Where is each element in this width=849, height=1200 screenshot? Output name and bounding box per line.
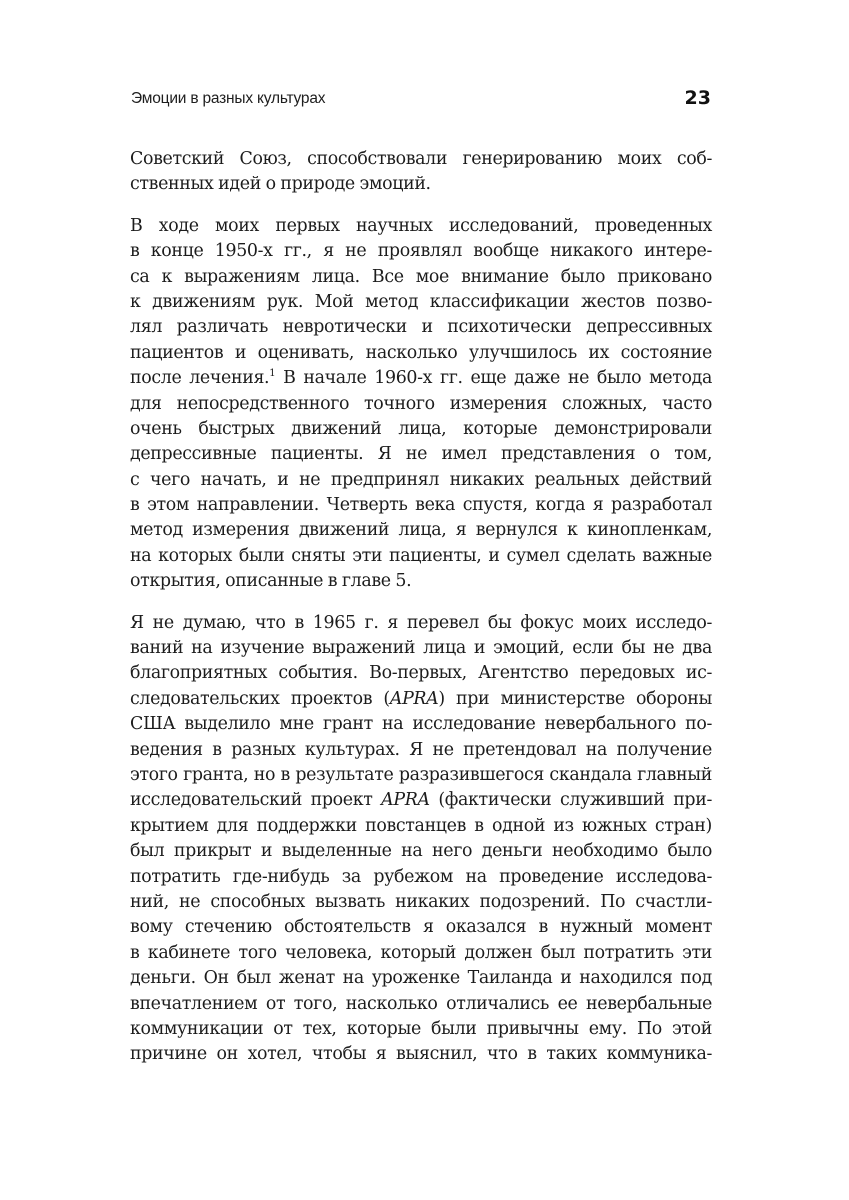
agency-abbreviation: APRA [381, 790, 430, 811]
text-line: В ходе моих первых научных исследований, проведенных [130, 215, 712, 236]
text-line: крытием для поддержки повстанцев в одной из южных стран) [130, 815, 712, 836]
text-line: деньги. Он был женат на уроженке Таиланда и находился под [130, 968, 712, 989]
text-line: на которых были сняты эти пациенты, и сумел сделать важные [130, 545, 712, 566]
text-segment: ) при министерстве обороны [438, 688, 712, 709]
body-text [130, 147, 712, 1084]
running-title: Эмоции в разных культурах [131, 90, 326, 107]
text-line: метод измерения движений лица, я вернулся к кинопленкам, [130, 520, 712, 541]
text-segment: В начале 1960-х гг. еще даже не было метода [275, 368, 713, 389]
footnote-marker: 1 [269, 368, 276, 380]
text-line: коммуникации от тех, которые были привычны ему. По этой [130, 1018, 712, 1039]
running-head [131, 88, 711, 112]
text-line: лял различать невротически и психотически депрессивных [130, 317, 712, 338]
text-line: открытия, описанные в главе 5. [130, 571, 412, 592]
text-line: в кабинете того человека, который должен был потратить эти [130, 942, 712, 963]
text-line: ваний на изучение выражений лица и эмоций, если бы не два [130, 638, 712, 659]
text-line: вому стечению обстоятельств я оказался в нужный момент [130, 917, 712, 938]
text-line: впечатлением от того, насколько отличались ее невербальные [130, 993, 712, 1014]
text-line: депрессивные пациенты. Я не имел представления о том, [130, 444, 712, 465]
text-line: в этом направлении. Четверть века спустя, когда я разработал [130, 495, 712, 516]
text-line: с чего начать, и не предпринял никаких реальных действий [130, 469, 712, 490]
text-line: потратить где-нибудь за рубежом на проведение исследова- [130, 866, 712, 887]
text-line: был прикрыт и выделенные на него деньги необходимо было [130, 841, 712, 862]
text-line: са к выражениям лица. Все мое внимание было приковано [130, 266, 712, 287]
text-line: США выделило мне грант на исследование невербального по- [130, 714, 712, 735]
paragraph [130, 147, 712, 198]
text-line: причине он хотел, чтобы я выяснил, что в таких коммуника- [130, 1044, 712, 1065]
text-segment: после лечения. [130, 368, 270, 389]
text-line: очень быстрых движений лица, которые демонстрировали [130, 418, 712, 439]
text-line: для непосредственного точного измерения сложных, часто [130, 393, 712, 414]
text-line: Я не думаю, что в 1965 г. я перевел бы фокус моих исследо- [130, 612, 712, 633]
text-segment: следовательских проектов ( [130, 688, 390, 709]
text-line: ведения в разных культурах. Я не претендовал на получение [130, 739, 712, 760]
text-line: ственных идей о природе эмоций. [130, 174, 431, 195]
text-line: этого гранта, но в результате разразившегося скандала главный [130, 764, 712, 785]
agency-abbreviation: APRA [389, 688, 439, 709]
text-line: к движениям рук. Мой метод классификации жестов позво- [130, 291, 712, 312]
text-segment: исследовательский проект [130, 790, 382, 811]
text-line [130, 366, 712, 391]
text-line: в конце 1950-х гг., я не проявлял вообще никакого интере- [130, 241, 712, 262]
text-line: благоприятных события. Во-первых, Агентство передовых ис- [130, 663, 712, 684]
text-segment: (фактически служивший при- [429, 790, 712, 811]
text-line [130, 788, 712, 813]
text-line: ний, не способных вызвать никаких подозрений. По счастли- [130, 891, 712, 912]
text-line [130, 687, 712, 712]
text-line: пациентов и оценивать, насколько улучшилось их состояние [130, 342, 712, 363]
paragraph [130, 611, 712, 1068]
page-number: 23 [684, 87, 711, 109]
text-line: Советский Союз, способствовали генерированию моих соб- [130, 149, 712, 169]
paragraph [130, 214, 712, 595]
